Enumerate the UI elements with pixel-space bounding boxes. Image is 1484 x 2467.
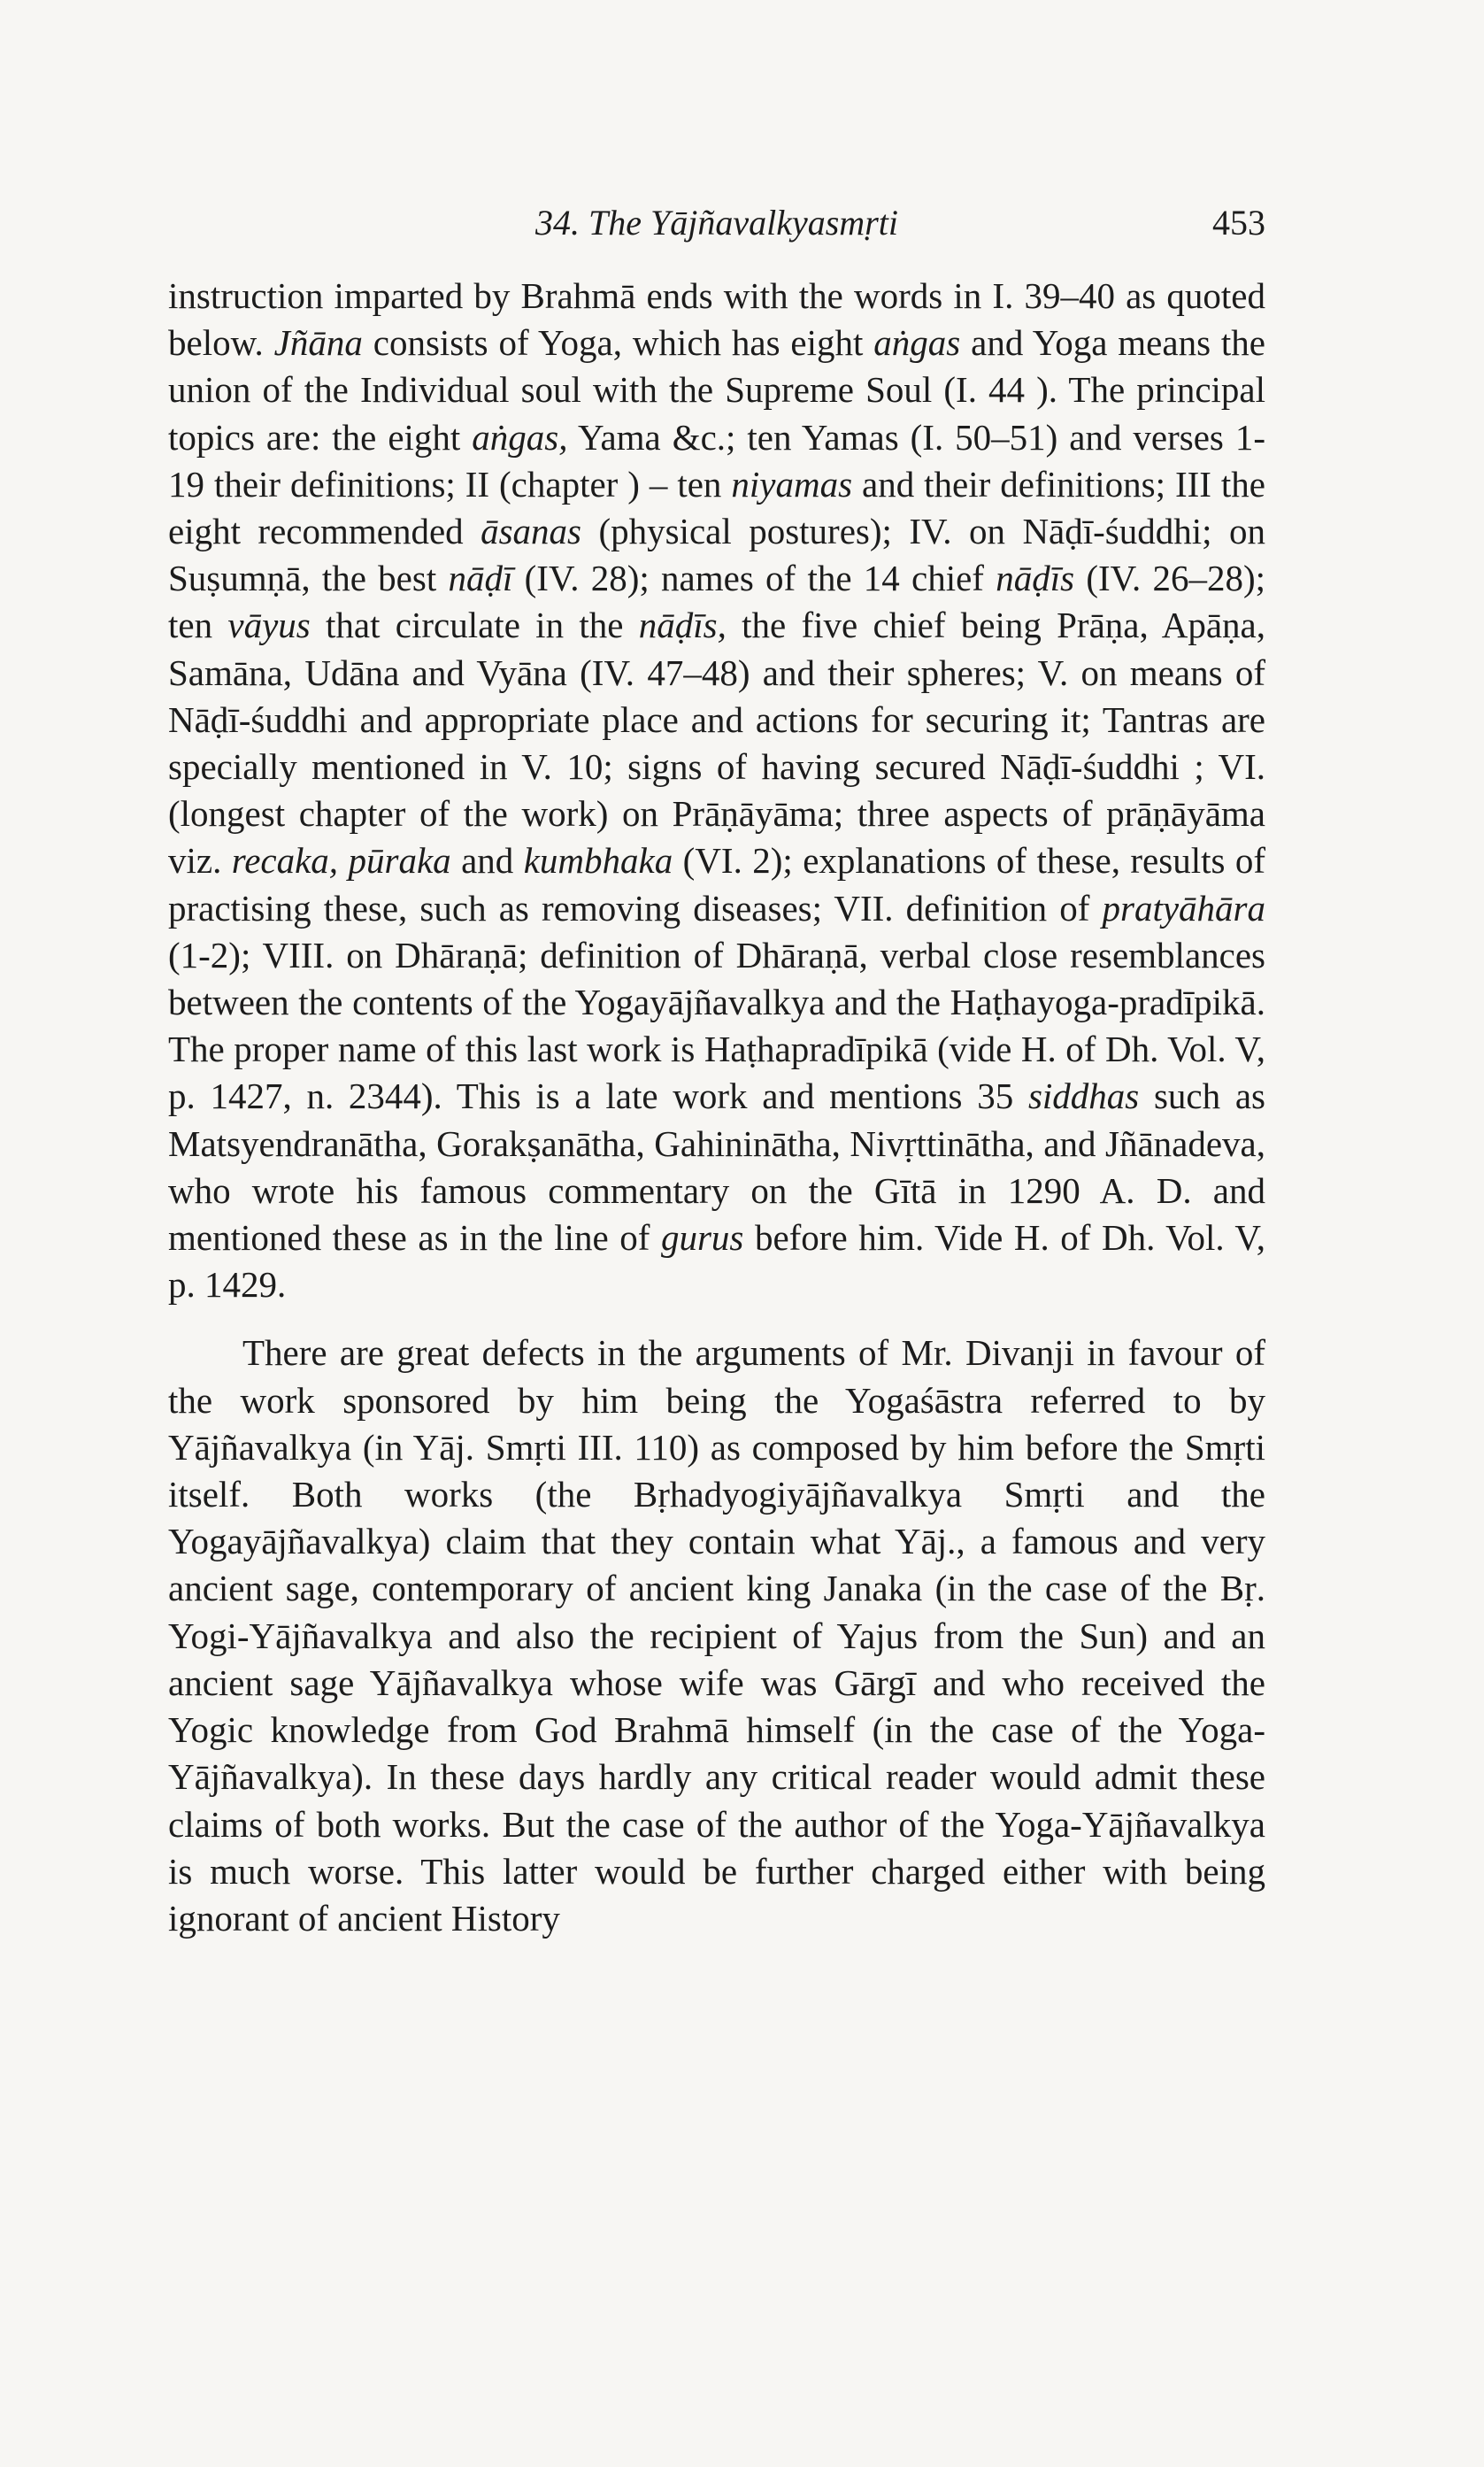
text-run: Yama &c.; ten Yamas (I. 50–51) and verses 1-19 their definitions; II (chapter ) – ten bbox=[168, 416, 1265, 505]
text-run: instruction imparted by Brahmā ends with the words in I. 39–40 as quoted below. bbox=[168, 275, 1265, 364]
running-title: 34. The Yājñavalkyasmṛti bbox=[535, 203, 898, 243]
italic-term: kumbhaka bbox=[523, 840, 673, 882]
text-run: There are great defects in the arguments of Mr. Divanji in favour of the work sponsored by him being the Yogaśāstra referred to by Yājñavalkya (in Yāj. Smṛti III. 110) as composed by him before the Smṛti itself. Both works (the Bṛhadyogiyājñavalkya Smṛti and the Yogayājñavalkya) claim that they contain what Yāj., a famous and very ancient sage, contemporary of ancient king Janaka (in the case of the Bṛ. Yogi-Yājñavalkya and also the recipient of Yajus from the Sun) and an ancient sage Yājñavalkya whose wife was Gārgī and who received the Yogic knowledge from God Brahmā himself (in the case of the Yoga-Yājñavalkya). In these days hardly any critical reader would admit these claims of both works. But the case of the author of the Yoga-Yājñavalkya is much worse. This latter would be further charged either with being ignorant of ancient History bbox=[168, 1332, 1265, 1939]
italic-term: siddhas bbox=[1027, 1075, 1140, 1117]
text-run: the five chief being Prāṇa, Apāṇa, Samāna, Udāna and Vyāna (IV. 47–48) and their spheres; V. on means of Nāḍī-śuddhi and appropriate place and actions for securing it; Tantras are specially mentioned in V. 10; signs of having secured Nāḍī-śuddhi ; VI. (longest chapter of the work) on Prāṇāyāma; three aspects of prāṇāyāma viz. bbox=[168, 605, 1266, 882]
text-run: that circulate in the bbox=[310, 605, 639, 646]
page-header bbox=[168, 202, 1265, 273]
italic-term: pratyāhāra bbox=[1102, 887, 1265, 929]
italic-term: recaka, pūraka bbox=[231, 840, 451, 882]
text-run: before him. Vide H. of Dh. Vol. V, p. 1429. bbox=[168, 1217, 1265, 1306]
italic-term: Jñāna bbox=[273, 322, 363, 364]
italic-term: vāyus bbox=[227, 605, 311, 646]
text-run: and their definitions; III the eight recommended bbox=[168, 463, 1265, 552]
body-text bbox=[168, 273, 1265, 1942]
paragraph bbox=[168, 1330, 1265, 1942]
text-run: consists of Yoga, which has eight bbox=[362, 322, 874, 364]
italic-term: niyamas bbox=[731, 463, 853, 505]
text-run: (physical postures); IV. on Nāḍī-śuddhi; on Suṣumṇā, the best bbox=[168, 511, 1265, 599]
italic-term: nāḍīs, bbox=[638, 605, 727, 646]
italic-term: nāḍīs bbox=[996, 558, 1075, 599]
text-run: and bbox=[450, 840, 524, 882]
text-run: (IV. 26–28); ten bbox=[168, 558, 1265, 646]
italic-term: āsanas bbox=[481, 511, 582, 552]
page-number: 453 bbox=[1212, 203, 1265, 243]
text-run: such as Matsyendranātha, Gorakṣanātha, Gahininātha, Nivṛttinātha, and Jñānadeva, who wrote his famous commentary on the Gītā in 1290 A. D. and mentioned these as in the line of bbox=[168, 1075, 1265, 1259]
paragraph bbox=[168, 273, 1265, 1308]
italic-term: aṅgas, bbox=[472, 416, 568, 458]
text-run: (1-2); VIII. on Dhāraṇā; definition of Dhāraṇā, verbal close resemblances between the contents of the Yogayājñavalkya and the Haṭhayoga-pradīpikā. The proper name of this last work is Haṭhapradīpikā (vide H. of Dh. Vol. V, p. 1427, n. 2344). This is a late work and mentions 35 bbox=[168, 934, 1265, 1117]
book-page bbox=[168, 202, 1265, 1942]
text-run: (VI. 2); explanations of these, results of practising these, such as removing diseases; VII. definition of bbox=[168, 840, 1266, 929]
text-run: and Yoga means the union of the Individual soul with the Supreme Soul (I. 44 ). The principal topics are: the eight bbox=[168, 322, 1265, 458]
italic-term: gurus bbox=[660, 1217, 744, 1259]
italic-term: nāḍī bbox=[448, 558, 513, 599]
text-run: (IV. 28); names of the 14 chief bbox=[512, 558, 996, 599]
italic-term: aṅgas bbox=[873, 322, 961, 364]
